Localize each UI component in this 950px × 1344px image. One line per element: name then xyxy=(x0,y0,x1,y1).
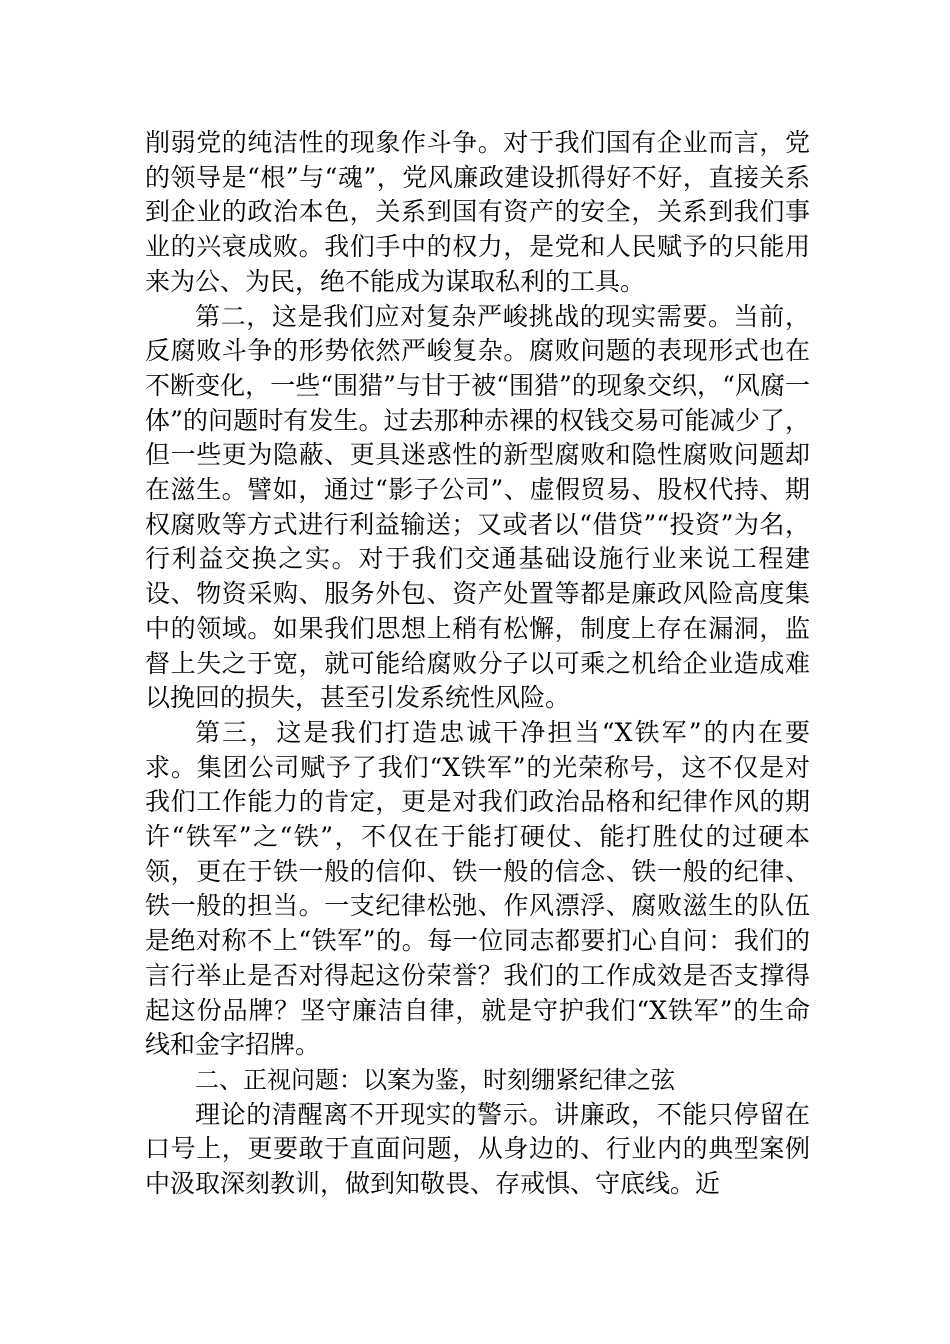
paragraph-section-intro: 理论的清醒离不开现实的警示。讲廉政，不能只停留在口号上，更要敢于直面问题，从身边的、行业内的典型案例中汲取深刻教训，做到知敬畏、存戒惧、守底线。近 xyxy=(145,1099,810,1199)
document-page xyxy=(145,126,810,1202)
paragraph-second-point: 第二，这是我们应对复杂严峻挑战的现实需要。当前，反腐败斗争的形势依然严峻复杂。腐败问题的表现形式也在不断变化，一些“围猎”与甘于被“围猎”的现象交织，“风腐一体”的问题时有发生。过去那种赤裸的权钱交易可能减少了，但一些更为隐蔽、更具迷惑性的新型腐败和隐性腐败问题却在滋生。譬如，通过“影子公司”、虚假贸易、股权代持、期权腐败等方式进行利益输送；又或者以“借贷”“投资”为名，行利益交换之实。对于我们交通基础设施行业来说工程建设、物资采购、服务外包、资产处置等都是廉政风险高度集中的领域。如果我们思想上稍有松懈，制度上存在漏洞，监督上失之于宽，就可能给腐败分子以可乘之机给企业造成难以挽回的损失，甚至引发系统性风险。 xyxy=(145,301,810,713)
section-heading: 二、正视问题：以案为鉴，时刻绷紧纪律之弦 xyxy=(195,1065,675,1094)
paragraph-continuation: 削弱党的纯洁性的现象作斗争。对于我们国有企业而言，党的领导是“根”与“魂”，党风廉政建设抓得好不好，直接关系到企业的政治本色，关系到国有资产的安全，关系到我们事业的兴衰成败。我们手中的权力，是党和人民赋予的只能用来为公、为民，绝不能成为谋取私利的工具。 xyxy=(145,128,810,296)
paragraph-third-point: 第三，这是我们打造忠诚干净担当“X铁军”的内在要求。集团公司赋予了我们“X铁军”的光荣称号，这不仅是对我们工作能力的肯定，更是对我们政治品格和纪律作风的期许“铁军”之“铁”，不仅在于能打硬仗、能打胜仗的过硬本领，更在于铁一般的信仰、铁一般的信念、铁一般的纪律、铁一般的担当。一支纪律松弛、作风漂浮、腐败滋生的队伍是绝对称不上“铁军”的。每一位同志都要扪心自问：我们的言行举止是否对得起这份荣誉？我们的工作成效是否支撑得起这份品牌？坚守廉洁自律，就是守护我们“X铁军”的生命线和金字招牌。 xyxy=(145,717,810,1060)
